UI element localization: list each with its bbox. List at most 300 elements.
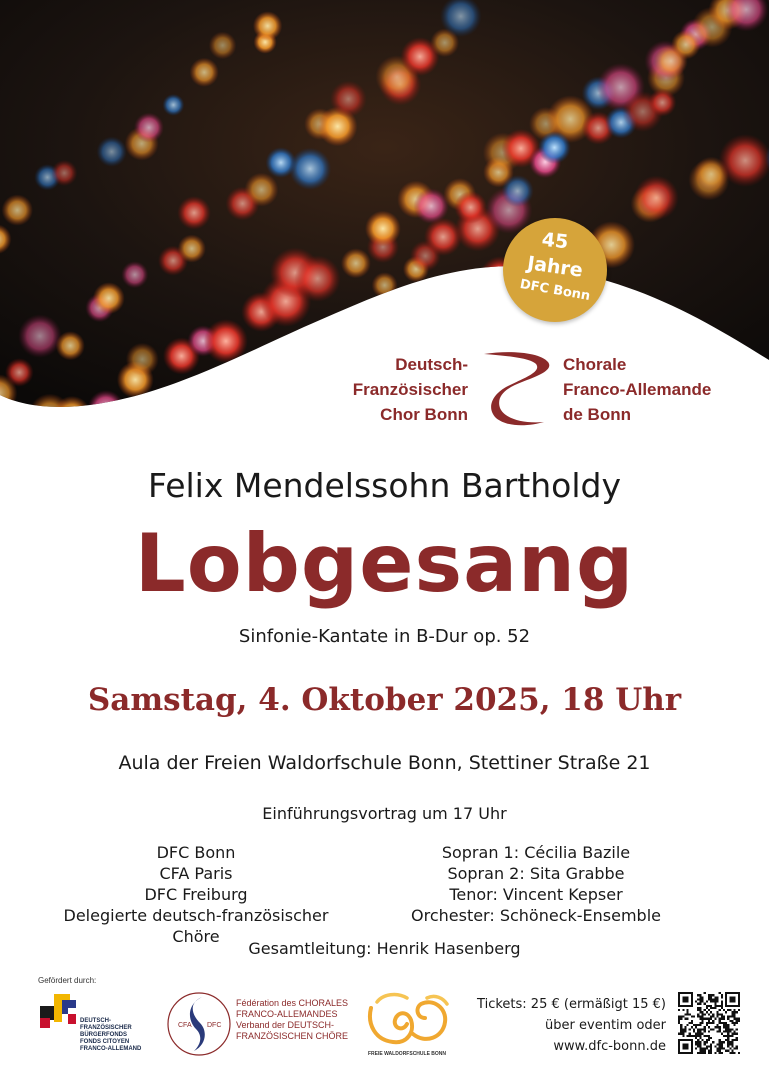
qr-module [704, 992, 706, 994]
qr-module [702, 996, 704, 998]
qr-module [725, 1050, 727, 1052]
qr-module [693, 1030, 695, 1032]
qr-module [708, 1020, 710, 1022]
qr-module [699, 1022, 701, 1024]
qr-module [716, 1013, 718, 1015]
ticket-website: www.dfc-bonn.de [553, 1039, 666, 1054]
qr-module [716, 1001, 718, 1003]
qr-module [712, 994, 714, 996]
qr-module [719, 1030, 721, 1032]
qr-module [712, 1028, 714, 1030]
choir-swirl-logo-icon [478, 348, 558, 428]
qr-module [699, 1043, 701, 1045]
qr-module [684, 1005, 686, 1007]
qr-module [678, 1033, 680, 1035]
bokeh-light [372, 272, 398, 298]
qr-module [725, 1005, 727, 1007]
qr-module [695, 1001, 697, 1003]
qr-module [702, 998, 704, 1000]
bokeh-light [209, 417, 257, 420]
qr-module [699, 1003, 701, 1005]
qr-module [710, 996, 712, 998]
qr-module [704, 1043, 706, 1045]
qr-module [738, 996, 740, 998]
sponsor-label: Gefördert durch: [38, 976, 97, 985]
soloists-list [400, 842, 672, 926]
qr-module [706, 1018, 708, 1020]
qr-module [734, 1048, 736, 1050]
qr-module [682, 1001, 684, 1003]
cfa-line: Verband der DEUTSCH- [236, 1020, 335, 1030]
qr-module [734, 1016, 736, 1018]
qr-module [691, 1045, 693, 1047]
qr-module [708, 1050, 710, 1052]
qr-module [734, 1024, 736, 1026]
qr-module [725, 1022, 727, 1024]
qr-module [699, 1045, 701, 1047]
qr-module [680, 1026, 682, 1028]
qr-module [682, 996, 684, 998]
qr-module [678, 994, 680, 996]
qr-module [734, 1005, 736, 1007]
cfa-line: FRANZÖSISCHEN CHÖRE [236, 1031, 349, 1041]
qr-module [678, 992, 680, 994]
qr-module [710, 1052, 712, 1054]
qr-module [710, 1001, 712, 1003]
qr-module [710, 1016, 712, 1018]
qr-module [704, 1026, 706, 1028]
qr-module [708, 1030, 710, 1032]
qr-module [693, 1028, 695, 1030]
qr-module [702, 1039, 704, 1041]
qr-module [691, 1001, 693, 1003]
qr-module [695, 1043, 697, 1045]
qr-module [689, 1005, 691, 1007]
qr-module [678, 1001, 680, 1003]
qr-module [731, 1022, 733, 1024]
anniversary-badge [503, 218, 607, 322]
qr-module [738, 1001, 740, 1003]
qr-module [697, 1035, 699, 1037]
qr-module [684, 1043, 686, 1045]
qr-module [682, 1030, 684, 1032]
qr-module [734, 1018, 736, 1020]
qr-module [716, 1024, 718, 1026]
qr-module [695, 1037, 697, 1039]
qr-module [687, 1024, 689, 1026]
qr-module [738, 1020, 740, 1022]
qr-module [719, 1048, 721, 1050]
work-subtitle: Sinfonie-Kantate in B-Dur op. 52 [238, 626, 531, 647]
cfa-logo-right-text: DFC [207, 1022, 222, 1029]
qr-module [723, 1048, 725, 1050]
qr-module [699, 1035, 701, 1037]
badge-years: Jahre [525, 252, 585, 282]
qr-module [725, 1011, 727, 1013]
qr-module [704, 1048, 706, 1050]
qr-module [680, 1033, 682, 1035]
qr-module [682, 1043, 684, 1045]
qr-module [716, 1011, 718, 1013]
qr-module [693, 1035, 695, 1037]
qr-module [727, 1041, 729, 1043]
qr-module [680, 1030, 682, 1032]
qr-module [695, 1041, 697, 1043]
qr-module [699, 1001, 701, 1003]
qr-module [687, 1052, 689, 1054]
qr-module [678, 1050, 680, 1052]
qr-module [727, 1035, 729, 1037]
qr-module [725, 1003, 727, 1005]
cfa-federation-text [236, 998, 348, 1042]
qr-module [695, 1048, 697, 1050]
qr-module [734, 1009, 736, 1011]
soloist-item: Tenor: Vincent Kepser [449, 885, 623, 904]
qr-module [731, 1013, 733, 1015]
qr-module [719, 1022, 721, 1024]
qr-module [678, 1022, 680, 1024]
qr-module [725, 1028, 727, 1030]
qr-module [729, 1041, 731, 1043]
qr-module [725, 1039, 727, 1041]
qr-module [691, 1035, 693, 1037]
qr-module [702, 1028, 704, 1030]
qr-module [687, 1035, 689, 1037]
qr-module [708, 994, 710, 996]
qr-module [719, 1013, 721, 1015]
qr-module [702, 1001, 704, 1003]
qr-module [727, 1018, 729, 1020]
qr-module [710, 1037, 712, 1039]
qr-module [697, 1024, 699, 1026]
qr-module [729, 996, 731, 998]
qr-module [721, 1048, 723, 1050]
badge-org: DFC Bonn [518, 276, 592, 305]
qr-module [697, 1039, 699, 1041]
qr-module [708, 1037, 710, 1039]
qr-module [727, 1050, 729, 1052]
qr-module [691, 994, 693, 996]
qr-module [684, 996, 686, 998]
qr-module [699, 1018, 701, 1020]
bokeh-light [330, 81, 367, 118]
qr-module [706, 1045, 708, 1047]
qr-module [691, 1026, 693, 1028]
organizer-de-line: Chor Bonn [380, 405, 468, 424]
qr-module [697, 1013, 699, 1015]
qr-module [697, 1041, 699, 1043]
qr-module [721, 1018, 723, 1020]
qr-module [706, 1041, 708, 1043]
qr-module [691, 1020, 693, 1022]
qr-module [725, 998, 727, 1000]
qr-module [734, 1052, 736, 1054]
qr-module [719, 1026, 721, 1028]
qr-module [678, 1052, 680, 1054]
qr-module [721, 1016, 723, 1018]
qr-module [727, 992, 729, 994]
qr-module [702, 1013, 704, 1015]
qr-module [723, 1022, 725, 1024]
qr-module [702, 1020, 704, 1022]
qr-module [684, 1018, 686, 1020]
cfa-dfc-logo-icon [166, 991, 232, 1057]
qr-module [731, 1001, 733, 1003]
qr-module [695, 1026, 697, 1028]
qr-module [680, 1028, 682, 1030]
qr-module [697, 1003, 699, 1005]
qr-module [716, 998, 718, 1000]
qr-module [678, 1003, 680, 1005]
qr-module [697, 1028, 699, 1030]
qr-module [704, 1035, 706, 1037]
qr-module [697, 1030, 699, 1032]
buergerfonds-text [80, 1018, 141, 1053]
qr-module [697, 1045, 699, 1047]
qr-module [699, 1041, 701, 1043]
qr-module [697, 1009, 699, 1011]
qr-module [684, 1028, 686, 1030]
qr-module [727, 1043, 729, 1045]
soloist-item: Sopran 1: Cécilia Bazile [441, 843, 631, 862]
qr-module [691, 1016, 693, 1018]
qr-module [731, 1011, 733, 1013]
qr-module [697, 1033, 699, 1035]
qr-module [727, 1026, 729, 1028]
qr-module [729, 998, 731, 1000]
qr-module [736, 1011, 738, 1013]
qr-module [708, 1018, 710, 1020]
organizer-name-german [300, 352, 468, 427]
qr-module [729, 1016, 731, 1018]
qr-module [678, 1048, 680, 1050]
qr-module [684, 1048, 686, 1050]
qr-module [680, 1052, 682, 1054]
qr-module [684, 1001, 686, 1003]
bokeh-light [388, 300, 432, 344]
qr-module [712, 998, 714, 1000]
qr-module [684, 1030, 686, 1032]
qr-module [708, 1045, 710, 1047]
qr-module [729, 1035, 731, 1037]
qr-module [716, 996, 718, 998]
qr-module [725, 994, 727, 996]
qr-module [721, 994, 723, 996]
qr-module [731, 1035, 733, 1037]
qr-module [697, 994, 699, 996]
qr-module [738, 1018, 740, 1020]
qr-module [699, 1016, 701, 1018]
bokeh-light [634, 176, 679, 221]
qr-module [721, 1052, 723, 1054]
bokeh-light [177, 196, 211, 230]
qr-module [702, 1033, 704, 1035]
qr-module [729, 1009, 731, 1011]
qr-module [680, 1024, 682, 1026]
qr-module [704, 1018, 706, 1020]
qr-module [736, 1028, 738, 1030]
qr-module [710, 994, 712, 996]
bokeh-light [93, 282, 125, 314]
qr-module [684, 1052, 686, 1054]
qr-module [684, 1026, 686, 1028]
qr-module [704, 1052, 706, 1054]
qr-module [691, 1005, 693, 1007]
qr-module [697, 1016, 699, 1018]
qr-module [729, 1043, 731, 1045]
qr-module [719, 1009, 721, 1011]
ticket-price: Tickets: 25 € (ermäßigt 15 €) [477, 997, 666, 1012]
qr-module [734, 1011, 736, 1013]
qr-module [706, 1039, 708, 1041]
qr-module [680, 1016, 682, 1018]
qr-module [682, 992, 684, 994]
qr-module [702, 1011, 704, 1013]
buergerfonds-line: BÜRGERFONDS [80, 1032, 128, 1038]
bokeh-light [365, 211, 401, 247]
qr-module [734, 996, 736, 998]
soloist-item: Sopran 2: Sita Grabbe [447, 864, 625, 883]
qr-module [725, 1030, 727, 1032]
qr-module [708, 1035, 710, 1037]
qr-module [719, 1045, 721, 1047]
qr-module [725, 1035, 727, 1037]
qr-module [706, 1035, 708, 1037]
qr-module [699, 1024, 701, 1026]
qr-module [687, 1045, 689, 1047]
qr-module [682, 1039, 684, 1041]
qr-module [699, 998, 701, 1000]
qr-module [691, 1050, 693, 1052]
qr-module [682, 1048, 684, 1050]
qr-module [721, 1007, 723, 1009]
soloist-item: Orchester: Schöneck-Ensemble [411, 906, 661, 925]
qr-module [691, 1041, 693, 1043]
qr-module [706, 1005, 708, 1007]
qr-module [721, 1033, 723, 1035]
qr-module [721, 1003, 723, 1005]
bokeh-light [190, 58, 219, 87]
qr-module [691, 996, 693, 998]
qr-module [716, 1050, 718, 1052]
qr-module [687, 1018, 689, 1020]
qr-module [699, 1028, 701, 1030]
qr-module [719, 1039, 721, 1041]
qr-module [697, 1007, 699, 1009]
ticket-source: über eventim oder [545, 1018, 666, 1033]
qr-module [714, 1003, 716, 1005]
qr-module [731, 1052, 733, 1054]
qr-module [687, 992, 689, 994]
qr-module [708, 1039, 710, 1041]
qr-module [708, 998, 710, 1000]
qr-module [736, 1039, 738, 1041]
qr-module [706, 1011, 708, 1013]
qr-module [719, 1005, 721, 1007]
qr-module [710, 998, 712, 1000]
qr-module [736, 1037, 738, 1039]
qr-module [710, 1022, 712, 1024]
qr-module [725, 1026, 727, 1028]
qr-module [702, 1050, 704, 1052]
qr-module [682, 1009, 684, 1011]
qr-module [691, 1003, 693, 1005]
qr-module [708, 1022, 710, 1024]
qr-module [721, 1013, 723, 1015]
qr-module [725, 1024, 727, 1026]
qr-module [727, 1045, 729, 1047]
qr-module [682, 1052, 684, 1054]
qr-module [689, 1035, 691, 1037]
qr-module [687, 1009, 689, 1011]
qr-module [731, 1050, 733, 1052]
qr-module [731, 1045, 733, 1047]
qr-module [678, 1009, 680, 1011]
choirs-list [40, 842, 352, 947]
qr-module [689, 1013, 691, 1015]
qr-module [714, 1005, 716, 1007]
organizer-fr-line: de Bonn [563, 405, 631, 424]
qr-module [682, 1028, 684, 1030]
qr-module [712, 1016, 714, 1018]
bokeh-light [204, 319, 248, 363]
qr-module [678, 1018, 680, 1020]
qr-module [687, 1043, 689, 1045]
qr-module [691, 998, 693, 1000]
qr-module [734, 998, 736, 1000]
qr-module [682, 998, 684, 1000]
bokeh-light [471, 279, 503, 311]
qr-module [729, 1048, 731, 1050]
qr-module [691, 1039, 693, 1041]
bokeh-light [406, 292, 451, 337]
bokeh-light [51, 160, 77, 186]
qr-module [710, 1005, 712, 1007]
qr-module [708, 1052, 710, 1054]
qr-module [716, 1026, 718, 1028]
qr-module [719, 1018, 721, 1020]
qr-module [725, 1001, 727, 1003]
qr-module [712, 1001, 714, 1003]
qr-module [731, 996, 733, 998]
organizer-de-line: Deutsch- [395, 355, 468, 374]
qr-module [723, 1018, 725, 1020]
qr-module [723, 1035, 725, 1037]
qr-module [689, 1033, 691, 1035]
qr-module [738, 1005, 740, 1007]
qr-module [695, 1033, 697, 1035]
bokeh-light [501, 175, 533, 207]
qr-module [727, 1009, 729, 1011]
qr-module [734, 1013, 736, 1015]
qr-module [719, 1028, 721, 1030]
qr-module [721, 1001, 723, 1003]
qr-module [704, 1041, 706, 1043]
qr-module [702, 1048, 704, 1050]
qr-module [714, 1007, 716, 1009]
qr-module [680, 1039, 682, 1041]
bokeh-light [18, 314, 62, 358]
qr-module [734, 992, 736, 994]
ticket-info [470, 994, 666, 1057]
qr-module [731, 998, 733, 1000]
organizer-de-line: Französischer [352, 380, 468, 399]
qr-module [708, 996, 710, 998]
qr-module [699, 1050, 701, 1052]
qr-module [727, 1024, 729, 1026]
qr-module [729, 992, 731, 994]
qr-module [691, 1048, 693, 1050]
